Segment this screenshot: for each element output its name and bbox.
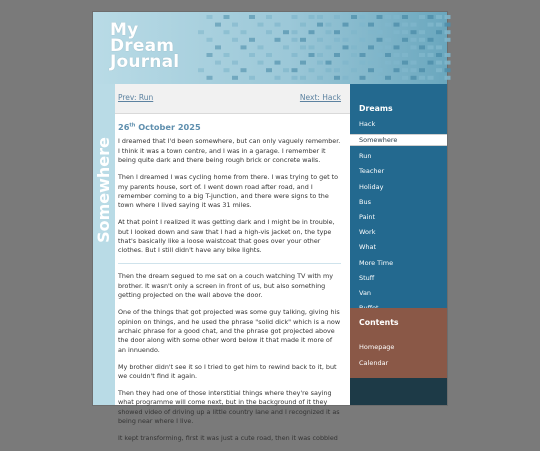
- nav-item-run[interactable]: Run: [359, 152, 372, 161]
- entry-paragraph: Then I dreamed I was cycling home from there. I was trying to get to my parents house, sort of. I went down road after road, and I remember coming to a big T-junction, and there were signs to the town where I lived saying it was 31 miles.: [118, 173, 339, 210]
- nav-item-somewhere[interactable]: Somewhere: [350, 134, 447, 146]
- nav-item-van[interactable]: Van: [359, 288, 372, 297]
- nav-item-calendar[interactable]: Calendar: [359, 359, 389, 367]
- sidebar-nav: [350, 84, 447, 405]
- nav-item-homepage[interactable]: Homepage: [359, 343, 395, 351]
- entry-paragraph: I dreamed that I'd been somewhere, but can only vaguely remember. I think it was a town centre, and I was in a garage. I remember it being quite dark and there being rough brick or concrete walls.: [118, 137, 341, 165]
- entry-date: [118, 123, 341, 132]
- entry-paragraph: It kept transforming, first it was just a cute road, then it was cobbled: [118, 434, 338, 443]
- entry-paragraph: Then the dream segued to me sat on a couch watching TV with my brother. It wasn't only a screen in front of us, but also something getting projected on the wall above the door.: [118, 272, 333, 300]
- site-title[interactable]: My Dream Journal: [110, 20, 180, 72]
- main-content: [115, 84, 350, 443]
- nav-item-teacher[interactable]: Teacher: [359, 167, 385, 176]
- dreams-heading: Dreams: [359, 104, 393, 113]
- entry-paragraph: One of the things that got projected was some guy talking, giving his opinion on things, and he used the phrase "solid dick" which is a now archaic phrase for a good chat, and the phrase got projected above the door along with some other word below it that made it more of an innuendo.: [118, 308, 341, 354]
- header-banner: [93, 12, 447, 84]
- date-suffix: th: [129, 122, 136, 129]
- entry-paragraph: Then they had one of those interstitial things where they're saying what programme will come next, but in the background of it they showed video of driving up a little country lane and I recognized it as being near where I live.: [118, 388, 340, 426]
- title-rail: [93, 84, 115, 405]
- nav-item-stuff[interactable]: Stuff: [359, 273, 375, 282]
- section-divider: [118, 263, 341, 264]
- nav-item-bus[interactable]: Bus: [359, 197, 371, 206]
- contents-list: [350, 339, 447, 371]
- nav-item-more-time[interactable]: More Time: [359, 258, 394, 267]
- next-link[interactable]: Next: Hack: [299, 93, 341, 102]
- entry-paragraph: My brother didn't see it so I tried to get him to rewind back to it, but we couldn't find it again.: [118, 362, 337, 381]
- entry-body-part-1: [118, 137, 341, 255]
- dreams-menu: [350, 84, 447, 308]
- dream-entry: [118, 113, 341, 451]
- entry-body-part-2: [118, 272, 341, 443]
- nav-item-what[interactable]: What: [359, 243, 377, 252]
- nav-item-paint[interactable]: Paint: [359, 212, 376, 221]
- contents-heading: Contents: [359, 318, 399, 327]
- prev-link[interactable]: Prev: Run: [118, 93, 154, 102]
- nav-item-holiday[interactable]: Holiday: [359, 182, 384, 191]
- contents-menu: [350, 308, 447, 378]
- date-rest: October 2025: [135, 122, 201, 132]
- nav-item-work[interactable]: Work: [359, 228, 376, 237]
- date-day: 26: [118, 122, 130, 132]
- entry-paragraph: At that point I realized it was getting dark and I might be in trouble, but I looked down and saw that I had a high-vis jacket on, the type that's basically like a loose waistcoat that goes over your other clothes. But I still didn't have any bike lights.: [118, 218, 335, 255]
- pager-bar: [115, 84, 350, 114]
- journal-page: [93, 12, 447, 443]
- nav-item-hack[interactable]: Hack: [359, 120, 376, 128]
- dream-title-vertical: Somewhere: [94, 137, 113, 243]
- dreams-list: [350, 117, 447, 316]
